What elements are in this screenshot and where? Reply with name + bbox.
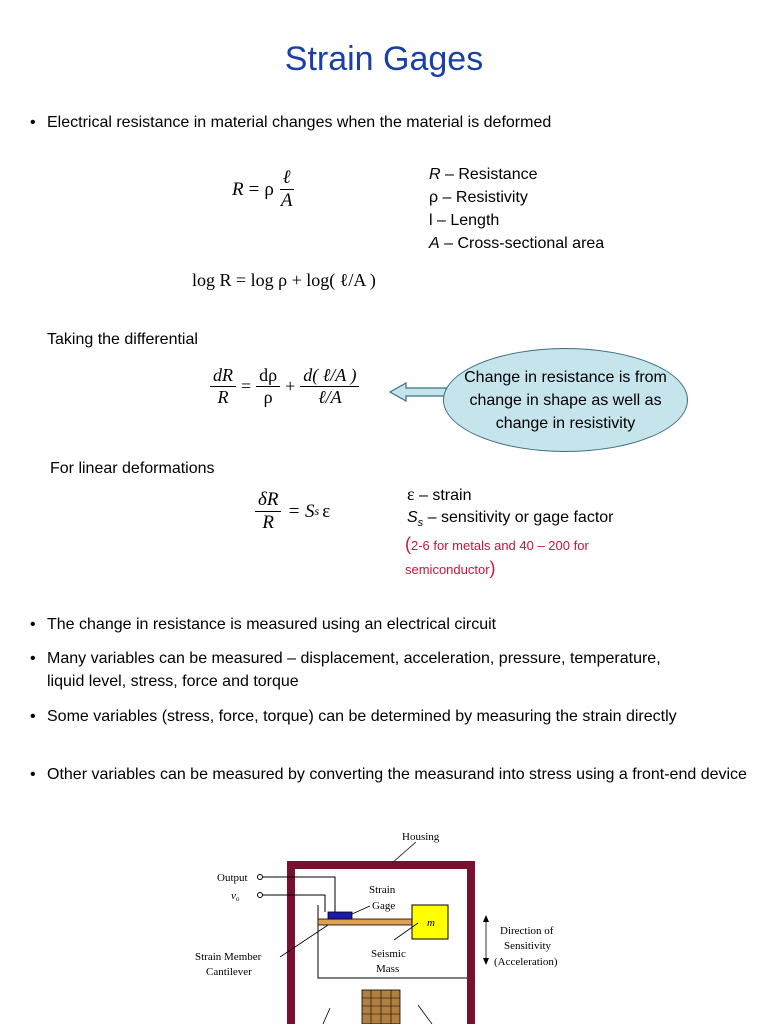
linear-equation [255, 490, 330, 534]
definition-text: – Resistivity [438, 189, 528, 206]
linear-num: δR [255, 490, 281, 512]
definition-resistance [429, 163, 604, 186]
range-note [405, 533, 665, 581]
intro-bullet [30, 111, 750, 134]
eq-r-fraction [278, 168, 296, 212]
diff-frac-3 [300, 366, 359, 407]
gage-sub: s [417, 517, 424, 530]
page-title: Strain Gages [284, 40, 484, 78]
bottom-leader-right [418, 1005, 432, 1024]
bullet-text: The change in resistance is measured using an electrical circuit [47, 616, 497, 633]
gage-text: – sensitivity or gage factor [423, 509, 614, 526]
member-label-2: Cantilever [206, 966, 252, 978]
intro-bullet-text: Electrical resistance in material changes when the material is deformed [47, 114, 552, 131]
bullet-item [30, 763, 750, 786]
differential-label: Taking the differential [47, 331, 198, 348]
diff-num-2: dρ [256, 366, 280, 387]
gage-leader [352, 906, 370, 914]
diff-frac-2 [256, 366, 280, 407]
definition-symbol: R [429, 166, 441, 183]
bullet-text: Some variables (stress, force, torque) can be determined by measuring the strain directly [47, 708, 677, 725]
bullet-item [30, 647, 750, 693]
definition-length [429, 209, 604, 232]
gage-factor-definition [407, 506, 613, 535]
cantilever-beam [318, 919, 420, 925]
diff-den-1: R [217, 386, 229, 407]
housing-label: Housing [402, 831, 440, 843]
linear-eps: ε [322, 500, 331, 522]
eq-r-den: A [280, 189, 293, 211]
diff-den-3: ℓ/A [318, 386, 342, 407]
resistance-equation [232, 168, 295, 212]
definition-text: – Length [432, 212, 500, 229]
seismic-label-1: Seismic [371, 948, 406, 960]
gage-symbol: S [407, 509, 418, 526]
direction-label-2: Sensitivity [504, 940, 552, 952]
diff-num-3: d( ℓ/A ) [300, 366, 359, 387]
seismic-label-2: Mass [376, 963, 400, 975]
vo-label [231, 890, 240, 903]
accelerometer-diagram [180, 820, 600, 1024]
definitions-list [429, 163, 604, 255]
strain-gage-element [328, 912, 352, 919]
output-label: Output [217, 872, 248, 884]
range-close: ) [489, 558, 496, 578]
diff-equals: = [241, 376, 252, 397]
definition-text: – Cross-sectional area [439, 235, 605, 252]
callout-arrow-icon [388, 380, 448, 404]
diff-frac-1 [210, 366, 236, 407]
direction-label-1: Direction of [500, 925, 554, 937]
eq-r-num: ℓ [280, 168, 294, 190]
strain-gage-label-1: Strain [369, 884, 396, 896]
callout-bubble [443, 348, 688, 452]
definition-resistivity [429, 186, 604, 209]
bullet-dot: • [30, 114, 36, 131]
linear-frac [255, 490, 281, 534]
output-terminal-2 [258, 893, 263, 898]
strain-definition [407, 483, 471, 507]
strain-symbol: ε [407, 484, 415, 504]
linear-rhs: = S [287, 500, 315, 522]
vo-symbol: v [231, 890, 236, 902]
definition-text: – Resistance [440, 166, 538, 183]
bullet-text: Other variables can be measured by converting the measurand into stress using a front-end device [47, 766, 747, 783]
bullet-dot: • [30, 708, 36, 725]
direction-label-3: (Acceleration) [494, 956, 558, 968]
mass-symbol: m [427, 917, 435, 929]
strain-text: – strain [414, 487, 472, 504]
eq-r-rho: ρ [264, 178, 274, 200]
direction-arrow-icon [483, 915, 489, 965]
eq-r-lhs: R [232, 178, 244, 200]
definition-symbol: A [429, 235, 440, 252]
range-open: ( [405, 534, 411, 554]
range-text: 2-6 for metals and 40 – 200 for semiconductor [405, 538, 589, 577]
bottom-leader-left [323, 1008, 330, 1024]
linear-label: For linear deformations [50, 460, 215, 477]
member-label-1: Strain Member [195, 951, 262, 963]
log-equation: log R = log ρ + log( ℓ/A ) [192, 270, 376, 290]
strain-gage-label-2: Gage [372, 900, 396, 912]
bullet-item [30, 613, 750, 636]
bullet-dot: • [30, 616, 36, 633]
diff-plus: + [285, 376, 296, 397]
vo-subscript: o [235, 895, 240, 903]
bullet-dot: • [30, 766, 36, 783]
diff-num-1: dR [210, 366, 236, 387]
linear-sub: s [314, 504, 320, 519]
eq-r-equals: = [248, 178, 260, 200]
linear-den: R [262, 511, 275, 533]
callout-text: Change in resistance is from change in shape as well as change in resistivity [464, 368, 667, 432]
definition-symbol: l [429, 212, 433, 229]
definition-area [429, 232, 604, 255]
diff-den-2: ρ [263, 386, 273, 407]
damper-block [362, 990, 400, 1024]
differential-equation [210, 366, 359, 407]
definition-symbol: ρ [429, 189, 439, 206]
bullet-text: Many variables can be measured – displacement, acceleration, pressure, temperature, liquid level, stress, force and torque [47, 650, 661, 690]
bullet-item [30, 705, 750, 728]
housing-leader [392, 842, 416, 863]
output-terminal-1 [258, 875, 263, 880]
bullet-dot: • [30, 650, 36, 667]
